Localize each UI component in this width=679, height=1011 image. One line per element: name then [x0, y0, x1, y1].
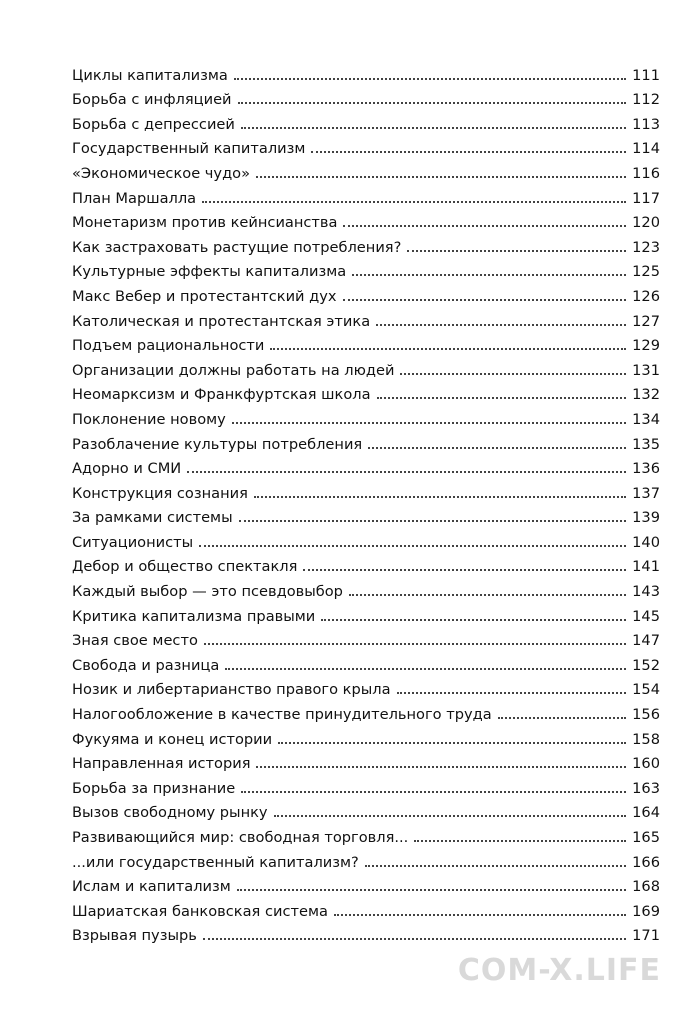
toc-entry-page-number: 125 [632, 263, 660, 281]
toc-entry-title: Государственный капитализм [72, 140, 306, 158]
toc-entry-title: Поклонение новому [72, 410, 226, 428]
toc-entry-page-number: 163 [632, 779, 660, 797]
toc-entry-title: Как застраховать растущие потребления? [72, 238, 402, 256]
dot-leader [368, 447, 626, 449]
toc-entry [72, 502, 660, 527]
toc-entry [72, 920, 660, 945]
toc-entry-title: Адорно и СМИ [72, 460, 182, 478]
dot-leader [241, 791, 626, 793]
toc-entry-title: ...или государственный капитализм? [72, 853, 359, 871]
toc-entry-title: Ситуационисты [72, 533, 194, 551]
toc-entry [72, 526, 660, 551]
toc-entry [72, 797, 660, 822]
toc-entry [72, 723, 660, 748]
toc-entry [72, 428, 660, 453]
toc-entry [72, 600, 660, 625]
dot-leader [202, 201, 626, 203]
dot-leader [278, 742, 626, 744]
toc-entry [72, 231, 660, 256]
toc-entry-page-number: 166 [632, 853, 660, 871]
dot-leader [498, 717, 626, 719]
dot-leader [303, 569, 626, 571]
dot-leader [239, 520, 627, 522]
toc-entry-title: Налогообложение в качестве принудительного труда [72, 706, 492, 724]
dot-leader [352, 274, 626, 276]
toc-entry-page-number: 171 [632, 927, 660, 945]
toc-entry-page-number: 116 [632, 164, 660, 182]
dot-leader [199, 545, 626, 547]
toc-entry-page-number: 164 [632, 804, 660, 822]
toc-entry [72, 157, 660, 182]
dot-leader [234, 78, 626, 80]
dot-leader [254, 496, 626, 498]
toc-entry-title: Взрывая пузырь [72, 927, 197, 945]
toc-entry-title: Вызов свободному рынку [72, 804, 268, 822]
toc-entry [72, 305, 660, 330]
table-of-contents [72, 59, 660, 944]
toc-entry-page-number: 165 [632, 829, 660, 846]
toc-entry-page-number: 154 [632, 681, 660, 699]
dot-leader [376, 324, 626, 326]
toc-entry [72, 575, 660, 600]
toc-entry-title: Свобода и разница [72, 656, 220, 674]
toc-entry [72, 133, 660, 158]
toc-entry [72, 871, 660, 896]
dot-leader [256, 176, 626, 178]
dot-leader [414, 840, 626, 842]
toc-entry-title: Неомарксизм и Франкфуртская школа [72, 386, 371, 404]
dot-leader [204, 643, 626, 645]
toc-entry [72, 182, 660, 207]
toc-entry-title: Подъем рациональности [72, 337, 265, 355]
toc-entry [72, 821, 660, 846]
toc-entry-page-number: 160 [632, 755, 660, 773]
toc-entry-page-number: 139 [632, 509, 660, 527]
toc-entry-title: Критика капитализма правыми [72, 607, 316, 625]
dot-leader [187, 471, 626, 473]
toc-entry [72, 625, 660, 650]
toc-entry-page-number: 137 [632, 484, 660, 502]
dot-leader [349, 594, 626, 596]
toc-entry-page-number: 158 [632, 730, 660, 748]
toc-entry-page-number: 147 [632, 632, 660, 650]
toc-entry-page-number: 134 [632, 410, 660, 428]
toc-entry-page-number: 140 [632, 533, 660, 551]
toc-entry-title: За рамками системы [72, 509, 233, 527]
toc-entry [72, 84, 660, 109]
toc-entry [72, 207, 660, 232]
toc-entry-page-number: 156 [632, 706, 660, 724]
toc-entry-page-number: 113 [632, 115, 660, 133]
toc-entry-title: Разоблачение культуры потребления [72, 435, 363, 453]
toc-entry [72, 330, 660, 355]
toc-entry-page-number: 136 [632, 460, 660, 478]
toc-entry-page-number: 132 [632, 386, 660, 404]
toc-entry [72, 354, 660, 379]
toc-entry-title: Развивающийся мир: свободная торговля... [72, 829, 409, 846]
toc-entry-title: План Маршалла [72, 189, 197, 207]
toc-entry-title: Нозик и либертарианство правого крыла [72, 681, 391, 699]
toc-entry [72, 698, 660, 723]
dot-leader [238, 102, 627, 104]
toc-entry-page-number: 141 [632, 558, 660, 576]
toc-entry-page-number: 168 [632, 878, 660, 896]
toc-entry-title: Организации должны работать на людей [72, 361, 395, 379]
dot-leader [334, 914, 626, 916]
dot-leader [237, 889, 626, 891]
dot-leader [274, 815, 627, 817]
dot-leader [321, 619, 626, 621]
toc-entry-title: Борьба с депрессией [72, 115, 235, 133]
toc-entry-page-number: 112 [632, 91, 660, 109]
toc-entry [72, 772, 660, 797]
toc-entry-page-number: 117 [632, 189, 660, 207]
toc-entry [72, 895, 660, 920]
toc-entry [72, 674, 660, 699]
dot-leader [343, 225, 626, 227]
toc-entry [72, 280, 660, 305]
toc-entry [72, 379, 660, 404]
dot-leader [400, 373, 626, 375]
toc-entry [72, 108, 660, 133]
toc-entry-page-number: 143 [632, 583, 660, 601]
toc-entry-title: Макс Вебер и протестантский дух [72, 287, 337, 305]
toc-entry [72, 453, 660, 478]
toc-entry-title: Культурные эффекты капитализма [72, 263, 347, 281]
toc-entry-title: Каждый выбор — это псевдовыбор [72, 583, 343, 601]
toc-entry-title: Зная свое место [72, 632, 198, 650]
toc-entry [72, 403, 660, 428]
dot-leader [365, 865, 626, 867]
toc-entry-page-number: 127 [632, 312, 660, 330]
dot-leader [203, 938, 626, 940]
dot-leader [270, 348, 626, 350]
toc-entry-title: Конструкция сознания [72, 484, 248, 502]
toc-entry-title: «Экономическое чудо» [72, 164, 251, 182]
toc-entry [72, 477, 660, 502]
dot-leader [225, 668, 626, 670]
toc-entry-title: Ислам и капитализм [72, 878, 231, 896]
toc-entry-page-number: 123 [632, 238, 660, 256]
toc-entry-page-number: 126 [632, 287, 660, 305]
dot-leader [232, 422, 626, 424]
toc-entry-title: Дебор и общество спектакля [72, 558, 298, 576]
dot-leader [407, 250, 626, 252]
toc-entry [72, 649, 660, 674]
toc-entry-title: Фукуяма и конец истории [72, 730, 273, 748]
toc-entry-page-number: 111 [632, 66, 660, 84]
dot-leader [343, 299, 627, 301]
toc-entry [72, 256, 660, 281]
toc-entry-title: Католическая и протестантская этика [72, 312, 371, 330]
dot-leader [377, 397, 627, 399]
toc-entry-page-number: 131 [632, 361, 660, 379]
toc-entry-title: Монетаризм против кейнсианства [72, 214, 338, 232]
toc-entry-title: Циклы капитализма [72, 66, 228, 84]
dot-leader [241, 127, 626, 129]
toc-entry [72, 551, 660, 576]
watermark: COM-X.LIFE [457, 953, 661, 988]
toc-entry-title: Шариатская банковская система [72, 902, 328, 920]
dot-leader [397, 692, 627, 694]
toc-entry-page-number: 114 [632, 140, 660, 158]
toc-entry-page-number: 152 [632, 656, 660, 674]
toc-entry [72, 846, 660, 871]
toc-entry-page-number: 169 [632, 902, 660, 920]
dot-leader [256, 766, 626, 768]
toc-entry-page-number: 129 [632, 337, 660, 355]
toc-entry [72, 748, 660, 773]
toc-entry-title: Направленная история [72, 755, 251, 773]
toc-entry-page-number: 145 [632, 607, 660, 625]
toc-entry-page-number: 120 [632, 214, 660, 232]
toc-entry-title: Борьба с инфляцией [72, 91, 232, 109]
toc-entry-page-number: 135 [632, 435, 660, 453]
dot-leader [311, 151, 626, 153]
toc-entry [72, 59, 660, 84]
toc-entry-title: Борьба за признание [72, 779, 236, 797]
